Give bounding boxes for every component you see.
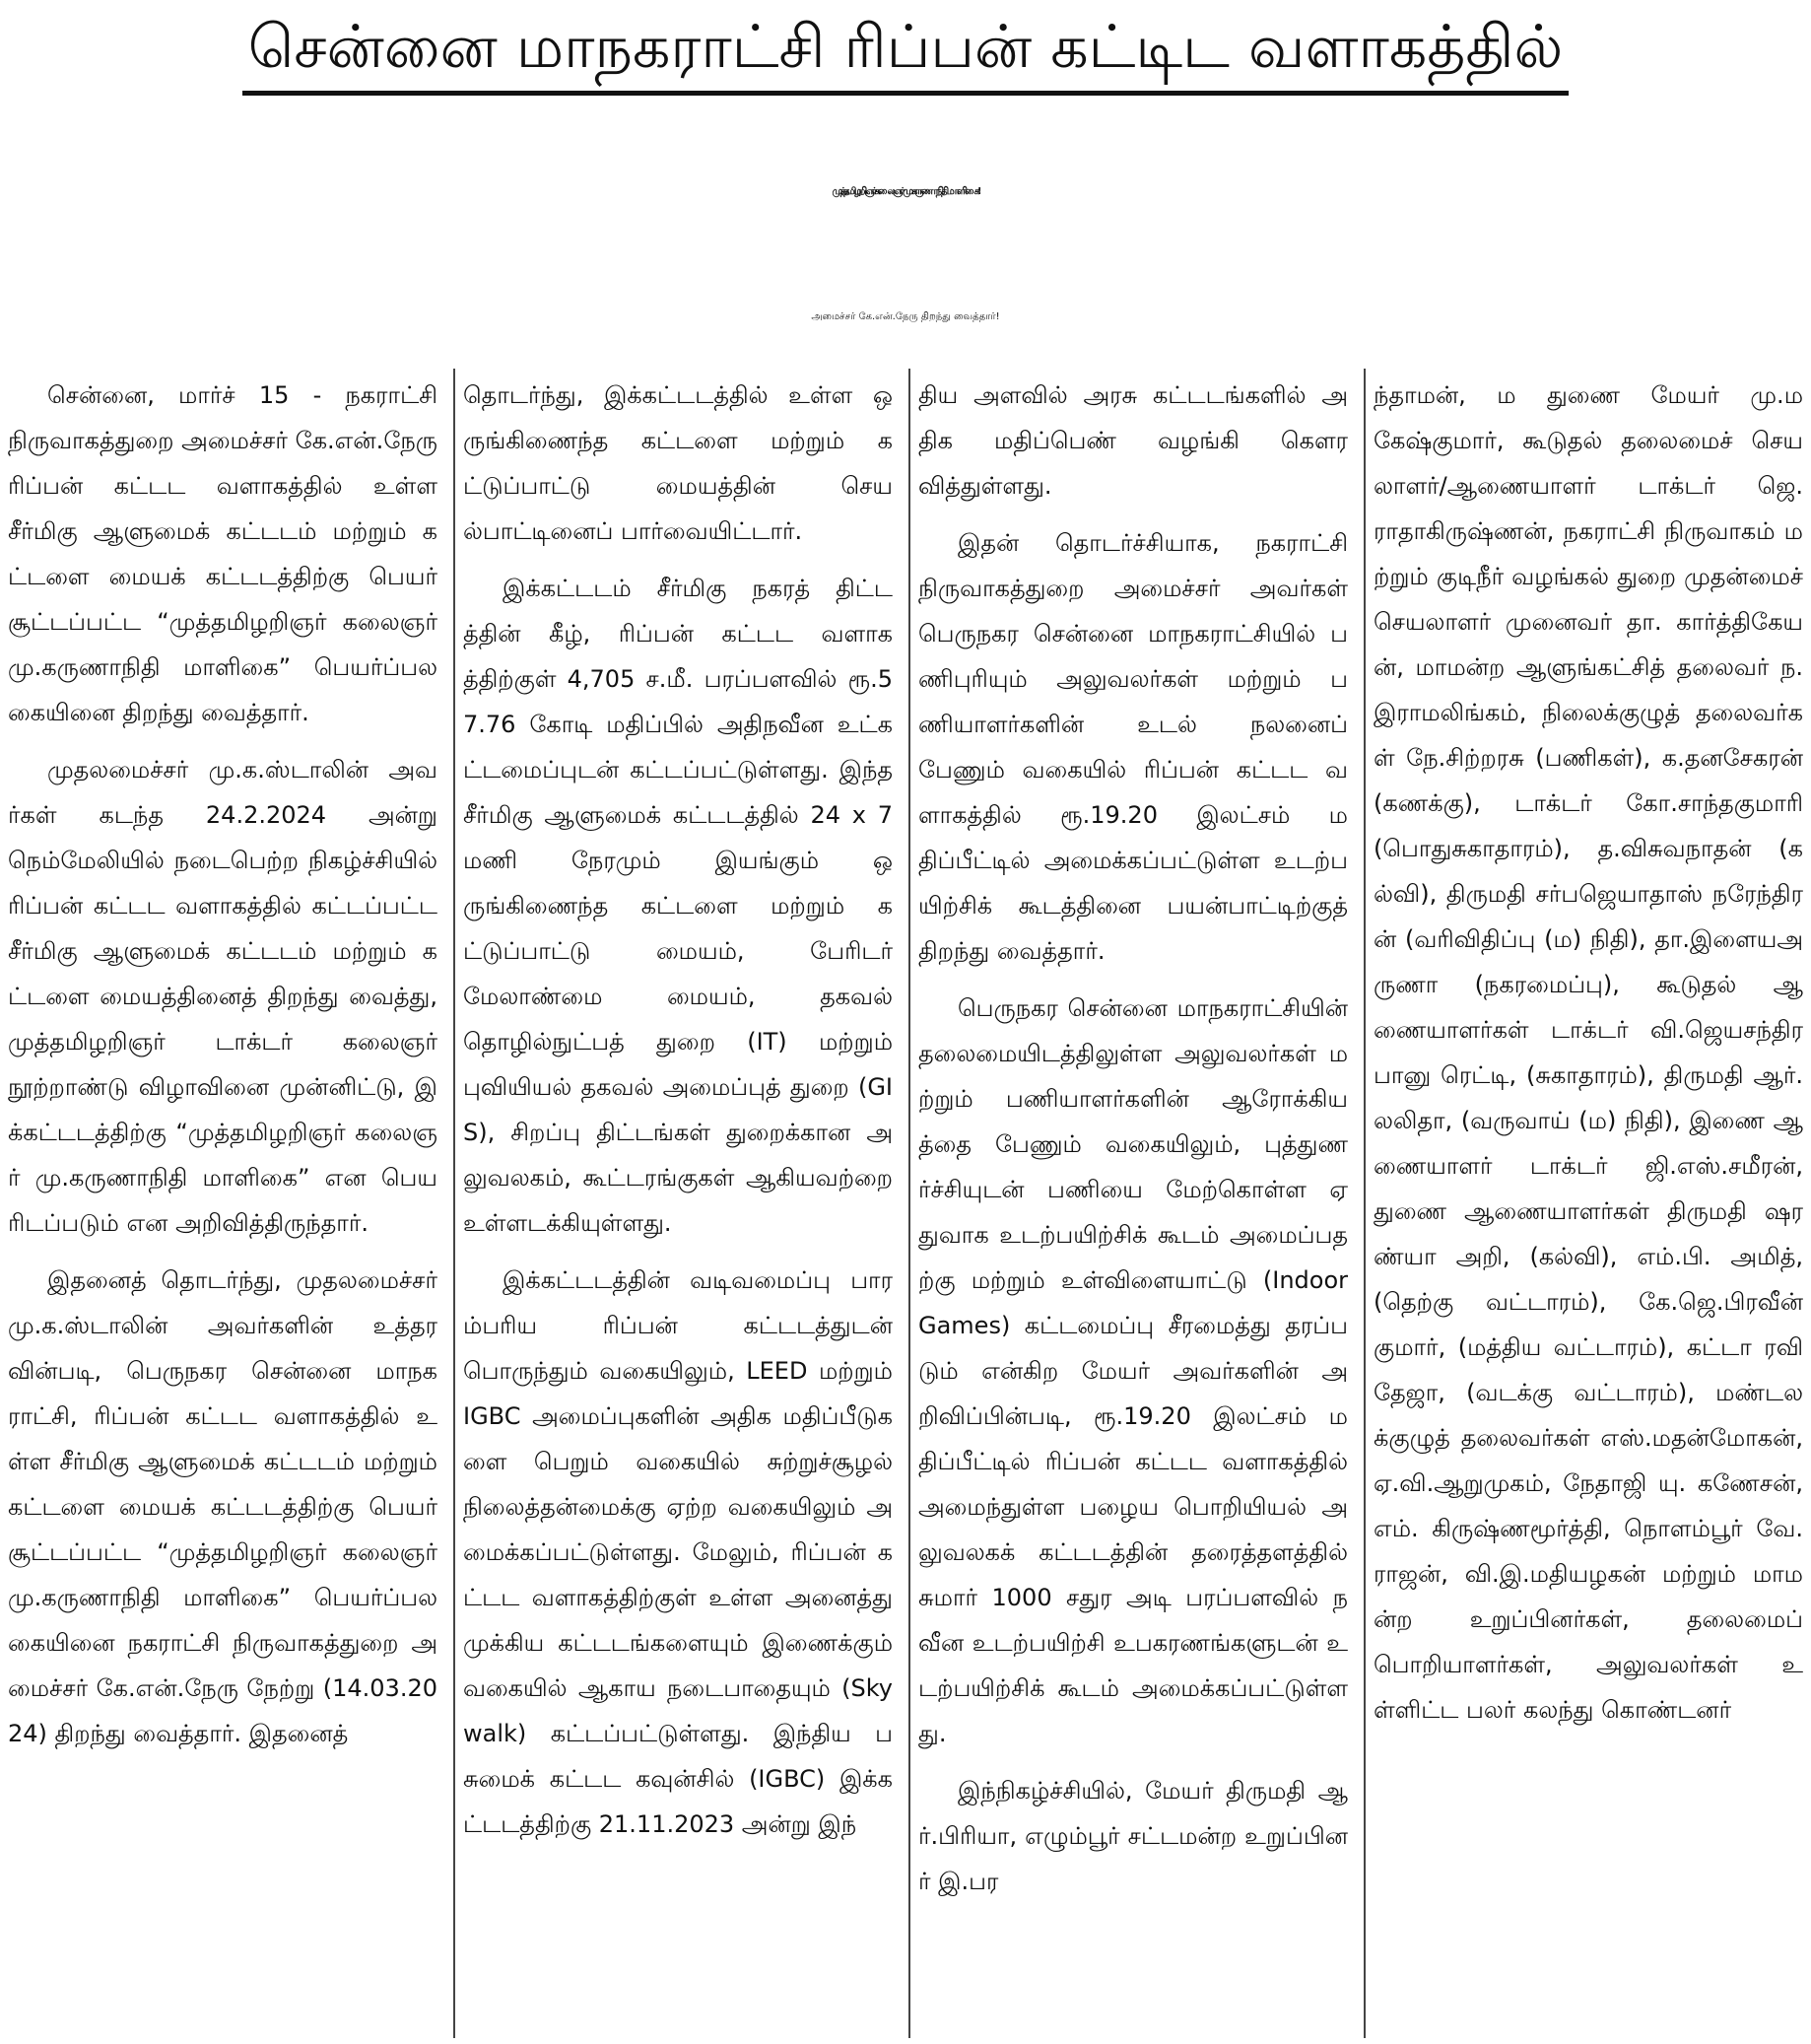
subheadline: அமைச்சர் கே.என்.நேரு திறந்து வைத்தார்! xyxy=(811,311,1000,322)
paragraph: ந்தாமன், ம துணை மேயர் மு.மகேஷ்குமார், கூடுதல் தலைமைச் செயலாளர்/ஆணையாளர் டாக்டர் ஜெ. ராதாகிருஷ்ணன், நகராட்சி நிருவாகம் மற்றும் குடிநீர் வழங்கல் துறை முதன்மைச் செயலாளர் முனைவர் தா. கார்த்திகேயன், மாமன்ற ஆளுங்கட்சித் தலைவர் ந. இராமலிங்கம், நிலைக்குழுத் தலைவர்கள் நே.சிற்றரசு (பணிகள்), க.தனசேகரன் (கணக்கு), டாக்டர் கோ.சாந்தகுமாரி (பொதுசுகாதாரம்), த.விசுவநாதன் (கல்வி), திருமதி சர்பஜெயாதாஸ் நரேந்திரன் (வரிவிதிப்பு (ம) நிதி), தா.இளையஅருணா (நகரமைப்பு), கூடுதல் ஆணையாளர்கள் டாக்டர் வி.ஜெயசந்திர பானு ரெட்டி, (சுகாதாரம்), திருமதி ஆர். லலிதா, (வருவாய் (ம) நிதி), இணை ஆணையாளர் டாக்டர் ஜி.எஸ்.சமீரன், துணை ஆணையாளர்கள் திருமதி ஷரண்யா அறி, (கல்வி), எம்.பி. அமித், (தெற்கு வட்டாரம்), கே.ஜெ.பிரவீன் குமார், (மத்திய வட்டாரம்), கட்டா ரவி தேஜா, (வடக்கு வட்டாரம்), மண்டலக்குழுத் தலைவர்கள் எஸ்.மதன்மோகன், ஏ.வி.ஆறுமுகம், நேதாஜி யு. கணேசன், எம். கிருஷ்ணமூர்த்தி, நொளம்பூர் வே.ராஜன், வி.இ.மதியழகன் மற்றும் மாமன்ற உறுப்பினர்கள், தலைமைப் பொறியாளர்கள், அலுவலர்கள் உள்ளிட்ட பலர் கலந்து கொண்டனர் xyxy=(1374,381,1803,1724)
paragraph: பெருநகர சென்னை மாநகராட்சியின் தலைமையிடத்திலுள்ள அலுவலர்கள் மற்றும் பணியாளர்களின் ஆரோக்கியத்தை பேணும் வகையிலும், புத்துணர்ச்சியுடன் பணியை மேற்கொள்ள ஏதுவாக உடற்பயிற்சிக் கூடம் அமைப்பதற்கு மற்றும் உள்விளையாட்டு (Indoor Games) கட்டமைப்பு சீரமைத்து தரப்படும் என்கிற மேயர் அவர்களின் அறிவிப்பின்படி, ரூ.19.20 இலட்சம் மதிப்பீட்டில் ரிப்பன் கட்டட வளாகத்தில் அமைந்துள்ள பழைய பொறியியல் அலுவலகக் கட்டடத்தின் தரைத்தளத்தில் சுமார் 1000 சதுர அடி பரப்பளவில் நவீன உடற்பயிற்சி உபகரணங்களுடன் உடற்பயிற்சிக் கூடம் அமைக்கப்பட்டுள்ளது. xyxy=(918,994,1348,1747)
kicker-area xyxy=(0,0,1811,102)
column-2 xyxy=(453,369,893,2038)
column-4 xyxy=(1364,369,1803,2038)
paragraph: தொடர்ந்து, இக்கட்டடத்தில் உள்ள ஒருங்கிணைந்த கட்டளை மற்றும் கட்டுப்பாட்டு மையத்தின் செயல்பாட்டினைப் பார்வையிட்டார். xyxy=(463,381,893,545)
paragraph: இக்கட்டடம் சீர்மிகு நகரத் திட்டத்தின் கீழ், ரிப்பன் கட்டட வளாகத்திற்குள் 4,705 ச.மீ. பரப்பளவில் ரூ.57.76 கோடி மதிப்பில் அதிநவீன உட்கட்டமைப்புடன் கட்டப்பட்டுள்ளது. இந்த சீர்மிகு ஆளுமைக் கட்டடத்தில் 24 x 7 மணி நேரமும் இயங்கும் ஒருங்கிணைந்த கட்டளை மற்றும் கட்டுப்பாட்டு மையம், பேரிடர் மேலாண்மை மையம், தகவல் தொழில்நுட்பத் துறை (IT) மற்றும் புவியியல் தகவல் அமைப்புத் துறை (GIS), சிறப்பு திட்டங்கள் துறைக்கான அலுவலகம், கூட்டரங்குகள் ஆகியவற்றை உள்ளடக்கியுள்ளது. xyxy=(463,575,893,1237)
paragraph: முதலமைச்சர் மு.க.ஸ்டாலின் அவர்கள் கடந்த 24.2.2024 அன்று நெம்மேலியில் நடைபெற்ற நிகழ்ச்சியில் ரிப்பன் கட்டட வளாகத்தில் கட்டப்பட்ட சீர்மிகு ஆளுமைக் கட்டடம் மற்றும் கட்டளை மையத்தினைத் திறந்து வைத்து, முத்தமிழறிஞர் டாக்டர் கலைஞர் நூற்றாண்டு விழாவினை முன்னிட்டு, இக்கட்டடத்திற்கு “முத்தமிழறிஞர் கலைஞர் மு.கருணாநிதி மாளிகை” என பெயரிடப்படும் என அறிவித்திருந்தார். xyxy=(8,756,437,1237)
paragraph: இக்கட்டடத்தின் வடிவமைப்பு பாரம்பரிய ரிப்பன் கட்டடத்துடன் பொருந்தும் வகையிலும், LEED மற்றும் IGBC அமைப்புகளின் அதிக மதிப்பீடுகளை பெறும் வகையில் சுற்றுச்சூழல் நிலைத்தன்மைக்கு ஏற்ற வகையிலும் அமைக்கப்பட்டுள்ளது. மேலும், ரிப்பன் கட்டட வளாகத்திற்குள் உள்ள அனைத்து முக்கிய கட்டடங்களையும் இணைக்கும் வகையில் ஆகாய நடைபாதையும் (Skywalk) கட்டப்பட்டுள்ளது. இந்திய பசுமைக் கட்டட கவுன்சில் (IGBC) இக்கட்டடத்திற்கு 21.11.2023 அன்று இந் xyxy=(463,1266,893,1838)
article-body xyxy=(8,369,1803,2038)
paragraph: இதன் தொடர்ச்சியாக, நகராட்சி நிருவாகத்துறை அமைச்சர் அவர்கள் பெருநகர சென்னை மாநகராட்சியில் பணிபுரியும் அலுவலர்கள் மற்றும் பணியாளர்களின் உடல் நலனைப் பேணும் வகையில் ரிப்பன் கட்டட வளாகத்தில் ரூ.19.20 இலட்சம் மதிப்பீட்டில் அமைக்கப்பட்டுள்ள உடற்பயிற்சிக் கூடத்தினை பயன்பாட்டிற்குத் திறந்து வைத்தார். xyxy=(918,529,1348,965)
headline: முத்தமிழறிஞர் கலைஞர் மு.கருணாநிதி மாளிகை! xyxy=(832,186,979,197)
paragraph: திய அளவில் அரசு கட்டடங்களில் அதிக மதிப்பெண் வழங்கி கௌரவித்துள்ளது. xyxy=(918,381,1348,500)
paragraph: சென்னை, மார்ச் 15 - நகராட்சி நிருவாகத்துறை அமைச்சர் கே.என்.நேரு ரிப்பன் கட்டட வளாகத்தில் உள்ள சீர்மிகு ஆளுமைக் கட்டடம் மற்றும் கட்டளை மையக் கட்டடத்திற்கு பெயர் சூட்டப்பட்ட “முத்தமிழறிஞர் கலைஞர் மு.கருணாநிதி மாளிகை” பெயர்ப்பலகையினை திறந்து வைத்தார். xyxy=(8,381,437,726)
kicker-line: சென்னை மாநகராட்சி ரிப்பன் கட்டிட வளாகத்தில் xyxy=(242,10,1570,96)
paragraph: இதனைத் தொடர்ந்து, முதலமைச்சர் மு.க.ஸ்டாலின் அவர்களின் உத்தரவின்படி, பெருநகர சென்னை மாநகராட்சி, ரிப்பன் கட்டட வளாகத்தில் உள்ள சீர்மிகு ஆளுமைக் கட்டடம் மற்றும் கட்டளை மையக் கட்டடத்திற்கு பெயர் சூட்டப்பட்ட “முத்தமிழறிஞர் கலைஞர் மு.கருணாநிதி மாளிகை” பெயர்ப்பலகையினை நகராட்சி நிருவாகத்துறை அமைச்சர் கே.என்.நேரு நேற்று (14.03.2024) திறந்து வைத்தார். இதனைத் xyxy=(8,1266,437,1747)
column-3 xyxy=(908,369,1348,2038)
paragraph: இந்நிகழ்ச்சியில், மேயர் திருமதி ஆர்.பிரியா, எழும்பூர் சட்டமன்ற உறுப்பினர் இ.பர xyxy=(918,1777,1348,1895)
column-1 xyxy=(8,369,437,2038)
